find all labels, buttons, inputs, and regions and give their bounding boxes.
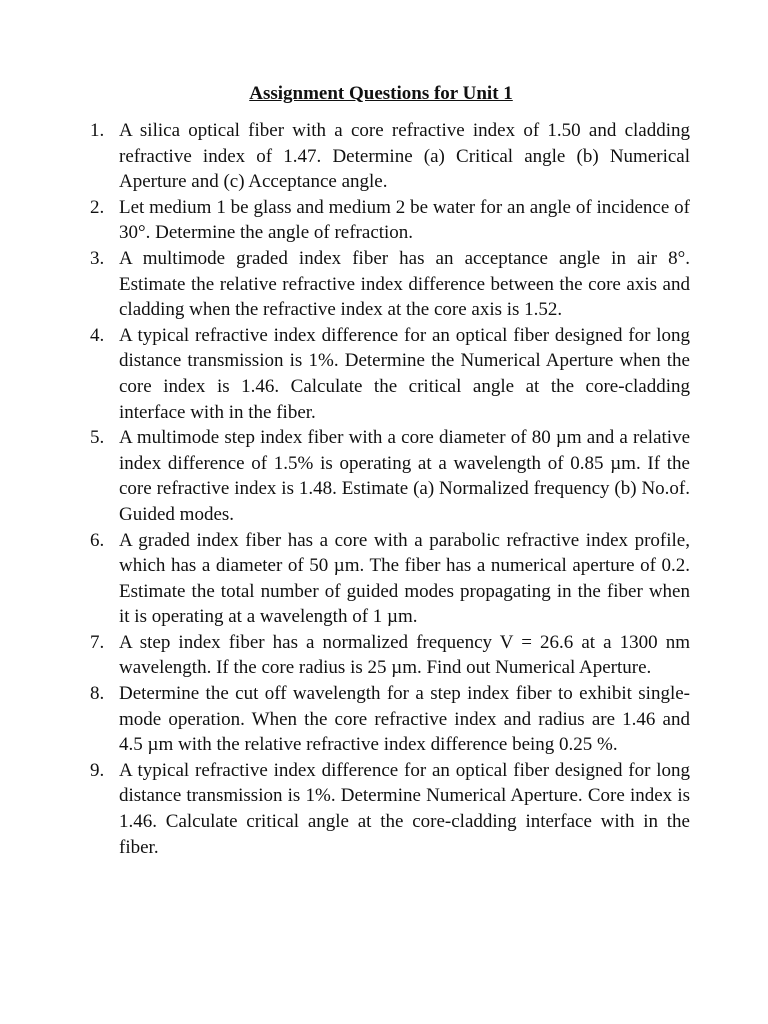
document-title: Assignment Questions for Unit 1 bbox=[249, 83, 513, 104]
question-text: A multimode step index fiber with a core diameter of 80 µm and a relative index difference of 1.5% is operating at a wavelength of 0.85 µm. If the core refractive index is 1.48. Estimate (a) Normalized frequency (b) No.of. Guided modes. bbox=[119, 427, 690, 525]
question-item bbox=[90, 425, 690, 527]
question-number: 7. bbox=[90, 631, 105, 653]
question-item bbox=[90, 528, 690, 630]
question-text: A step index fiber has a normalized frequency V = 26.6 at a 1300 nm wavelength. If the core radius is 25 µm. Find out Numerical Aperture. bbox=[119, 631, 690, 679]
question-number: 9. bbox=[90, 759, 105, 781]
question-number: 5. bbox=[90, 427, 105, 449]
question-item bbox=[90, 630, 690, 681]
question-item bbox=[90, 681, 690, 758]
question-number: 3. bbox=[90, 247, 105, 269]
question-text: A typical refractive index difference for an optical fiber designed for long distance transmission is 1%. Determine Numerical Aperture. Core index is 1.46. Calculate critical angle at the core-cladding interface with in the fiber. bbox=[119, 759, 690, 858]
question-number: 1. bbox=[90, 120, 105, 141]
question-text: A silica optical fiber with a core refractive index of 1.50 and cladding refractive index of 1.47. Determine (a) Critical angle (b) Numerical Aperture and (c) Acceptance angle. bbox=[119, 120, 690, 193]
question-number: 2. bbox=[90, 196, 105, 218]
question-text: A multimode graded index fiber has an acceptance angle in air 8°. Estimate the relative refractive index difference between the core axis and cladding when the refractive index at the core axis is 1.52. bbox=[119, 247, 690, 321]
question-number: 6. bbox=[90, 529, 105, 551]
question-number: 4. bbox=[90, 324, 105, 346]
question-text: A typical refractive index difference for an optical fiber designed for long distance transmission is 1%. Determine the Numerical Aperture when the core index is 1.46. Calculate the critical angle at the core-cladding interface with in the fiber. bbox=[119, 324, 690, 423]
question-item bbox=[90, 195, 690, 246]
question-text: Determine the cut off wavelength for a step index fiber to exhibit single-mode operation. When the core refractive index and radius are 1.46 and 4.5 µm with the relative refractive index difference being 0.25 %. bbox=[119, 683, 690, 756]
question-item bbox=[90, 758, 690, 860]
question-list bbox=[90, 118, 690, 860]
question-number: 8. bbox=[90, 683, 105, 705]
question-text: A graded index fiber has a core with a parabolic refractive index profile, which has a diameter of 50 µm. The fiber has a numerical aperture of 0.2. Estimate the total number of guided modes propagating in the fiber when it is operating at a wavelength of 1 µm. bbox=[119, 529, 690, 628]
question-item bbox=[90, 323, 690, 425]
question-item bbox=[90, 118, 690, 195]
question-item bbox=[90, 246, 690, 323]
question-text: Let medium 1 be glass and medium 2 be water for an angle of incidence of 30°. Determine the angle of refraction. bbox=[119, 196, 690, 244]
